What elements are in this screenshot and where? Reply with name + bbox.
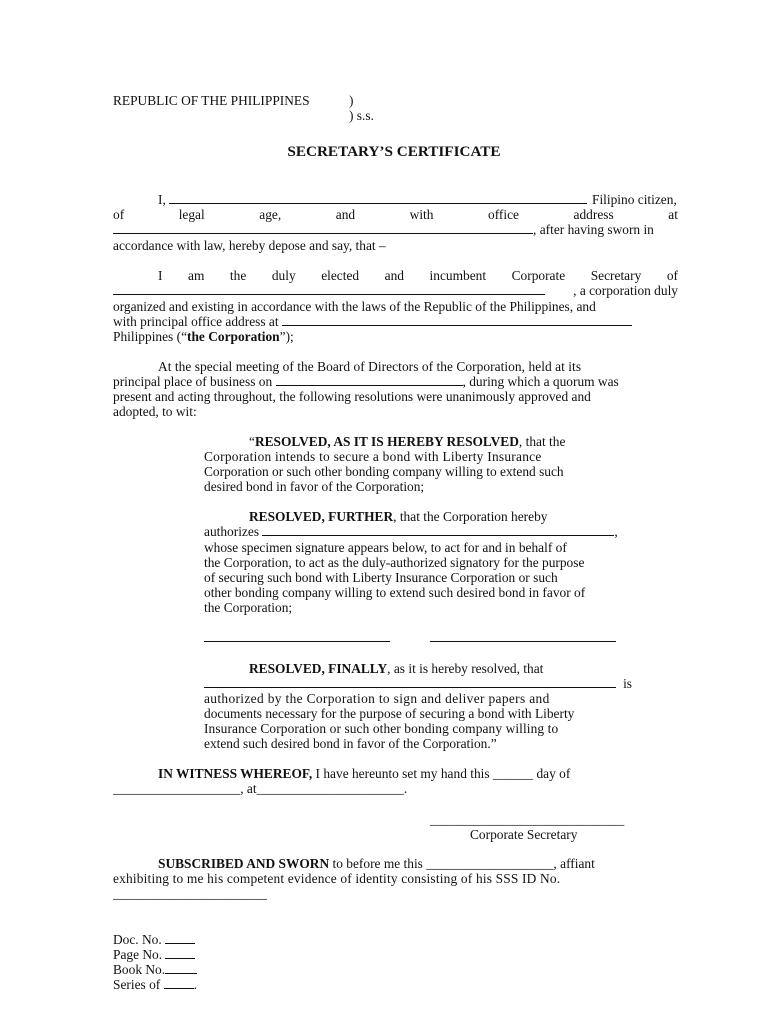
authorized-person-blank[interactable] xyxy=(262,524,614,536)
word: incumbent xyxy=(429,268,487,283)
meeting-date-blank[interactable] xyxy=(276,374,463,386)
r3-line3: authorized by the Corporation to sign and deliver papers and xyxy=(204,691,550,706)
p3-text: , during which a quorum was xyxy=(462,374,619,389)
sworn-text: to before me this ___________________, affiant xyxy=(332,856,595,871)
r2-line6: other bonding company willing to extend such desired bond in favor of xyxy=(204,585,586,600)
text: , that the Corporation hereby xyxy=(393,509,548,524)
word: the xyxy=(229,268,247,283)
name-blank[interactable] xyxy=(169,192,587,204)
word: Secretary xyxy=(590,268,642,283)
r3-line6: extend such desired bond in favor of the Corporation.” xyxy=(204,736,497,751)
p2-line1 xyxy=(158,268,678,283)
witness-text: I have hereunto set my hand this ______ day of xyxy=(315,766,571,781)
sworn-line2: exhibiting to me his competent evidence of identity consisting of his SSS ID No. xyxy=(113,871,561,886)
p1-line1 xyxy=(158,192,587,207)
p3-line4: adopted, to wit: xyxy=(113,404,197,419)
corporation-term: the Corporation xyxy=(187,329,280,344)
word: with xyxy=(409,207,434,222)
document-title: SECRETARY’S CERTIFICATE xyxy=(287,143,501,160)
p2-line2 xyxy=(113,283,545,298)
text: Philippines (“ xyxy=(113,329,188,344)
r3-line1 xyxy=(249,661,543,676)
r3-line2 xyxy=(204,676,616,691)
word: address xyxy=(573,207,614,222)
p3-text: principal place of business on xyxy=(113,374,273,389)
text: ”); xyxy=(279,329,294,344)
witness-line2: ___________________, at______________________. xyxy=(113,781,408,796)
r2-line7: the Corporation; xyxy=(204,600,293,615)
series-period: . xyxy=(193,977,197,992)
book-no-line xyxy=(113,962,197,977)
r2-line1 xyxy=(249,509,547,524)
r1-line1 xyxy=(249,434,565,449)
r3-line5: Insurance Corporation or such other bonding company willing to xyxy=(204,721,559,736)
p2-address-label: with principal office address at xyxy=(113,314,279,329)
text: , as it is hereby resolved, that xyxy=(387,661,544,676)
r2-line2 xyxy=(204,524,618,539)
quote: “ xyxy=(249,434,255,449)
r2-line4: the Corporation, to act as the duly-authorized signatory for the purpose xyxy=(204,555,585,570)
text: authorizes xyxy=(204,524,260,539)
sworn-heading: SUBSCRIBED AND SWORN xyxy=(158,856,330,871)
p1-citizen: Filipino citizen, xyxy=(592,192,677,207)
word: duly xyxy=(271,268,296,283)
p1-i: I, xyxy=(158,192,166,207)
word: I xyxy=(158,268,163,283)
resolved-further-heading: RESOLVED, FURTHER xyxy=(249,509,394,524)
book-no-blank[interactable] xyxy=(165,962,197,974)
resolved-heading: RESOLVED, AS IT IS HEREBY RESOLVED xyxy=(254,434,519,449)
r3-line4: documents necessary for the purpose of securing a bond with Liberty xyxy=(204,706,575,721)
witness-line1 xyxy=(158,766,570,781)
word: and xyxy=(384,268,404,283)
sworn-line3: _______________________ xyxy=(113,886,267,901)
word: of xyxy=(666,268,678,283)
word: at xyxy=(668,207,678,222)
p2-line4 xyxy=(113,314,632,329)
p2-corp-duly: , a corporation duly xyxy=(573,283,678,298)
principal-address-blank[interactable] xyxy=(282,314,632,326)
word: and xyxy=(335,207,356,222)
series-blank[interactable] xyxy=(164,977,194,989)
specimen-signature-line-2[interactable] xyxy=(430,640,616,642)
sworn-line1 xyxy=(158,856,595,871)
p2-line3: organized and existing in accordance with the laws of the Republic of the Philippines, and xyxy=(113,299,596,314)
p1-line3 xyxy=(113,222,654,237)
venue-ss: ) s.s. xyxy=(349,108,374,123)
word: age, xyxy=(259,207,282,222)
word: of xyxy=(113,207,125,222)
p1-after: , after having sworn in xyxy=(533,222,654,237)
office-address-blank[interactable] xyxy=(113,222,533,234)
p1-line4: accordance with law, hereby depose and say, that – xyxy=(113,238,386,253)
witness-heading: IN WITNESS WHEREOF, xyxy=(158,766,313,781)
text: , that the xyxy=(518,434,566,449)
word: office xyxy=(488,207,519,222)
p3-line3: present and acting throughout, the following resolutions were unanimously approved and xyxy=(113,389,591,404)
r1-line2: Corporation intends to secure a bond with Liberty Insurance xyxy=(204,449,542,464)
venue-text: REPUBLIC OF THE PHILIPPINES xyxy=(113,93,310,108)
p1-line2 xyxy=(113,207,678,222)
secretary-signature-line[interactable]: _____________________________ xyxy=(430,812,625,827)
venue-header xyxy=(113,93,310,108)
doc-no-line xyxy=(113,932,195,947)
r2-line5: of securing such bond with Liberty Insurance Corporation or such xyxy=(204,570,558,585)
book-no-label: Book No. xyxy=(113,962,166,977)
p3-line2 xyxy=(113,374,619,389)
r3-is: is xyxy=(623,676,632,691)
p2-line5 xyxy=(113,329,294,344)
page-no-line xyxy=(113,947,195,962)
p3-line1: At the special meeting of the Board of Directors of the Corporation, held at its xyxy=(158,359,582,374)
word: am xyxy=(188,268,205,283)
text: , xyxy=(614,524,618,539)
word: legal xyxy=(178,207,205,222)
authorized-signer-blank[interactable] xyxy=(204,676,616,688)
r1-line3: Corporation or such other bonding company willing to extend such xyxy=(204,464,564,479)
series-label: Series of xyxy=(113,977,161,992)
series-line xyxy=(113,977,197,992)
secretary-label: Corporate Secretary xyxy=(470,827,578,842)
page-no-blank[interactable] xyxy=(165,947,195,959)
r1-line4: desired bond in favor of the Corporation; xyxy=(204,479,425,494)
specimen-signature-line-1[interactable] xyxy=(204,640,390,642)
corporation-name-blank[interactable] xyxy=(113,283,545,295)
page-no-label: Page No. xyxy=(113,947,163,962)
venue-paren: ) xyxy=(349,93,354,108)
r2-line3: whose specimen signature appears below, to act for and in behalf of xyxy=(204,540,567,555)
doc-no-blank[interactable] xyxy=(165,932,195,944)
word: Corporate xyxy=(511,268,566,283)
resolved-finally-heading: RESOLVED, FINALLY xyxy=(249,661,388,676)
word: elected xyxy=(321,268,360,283)
doc-no-label: Doc. No. xyxy=(113,932,162,947)
